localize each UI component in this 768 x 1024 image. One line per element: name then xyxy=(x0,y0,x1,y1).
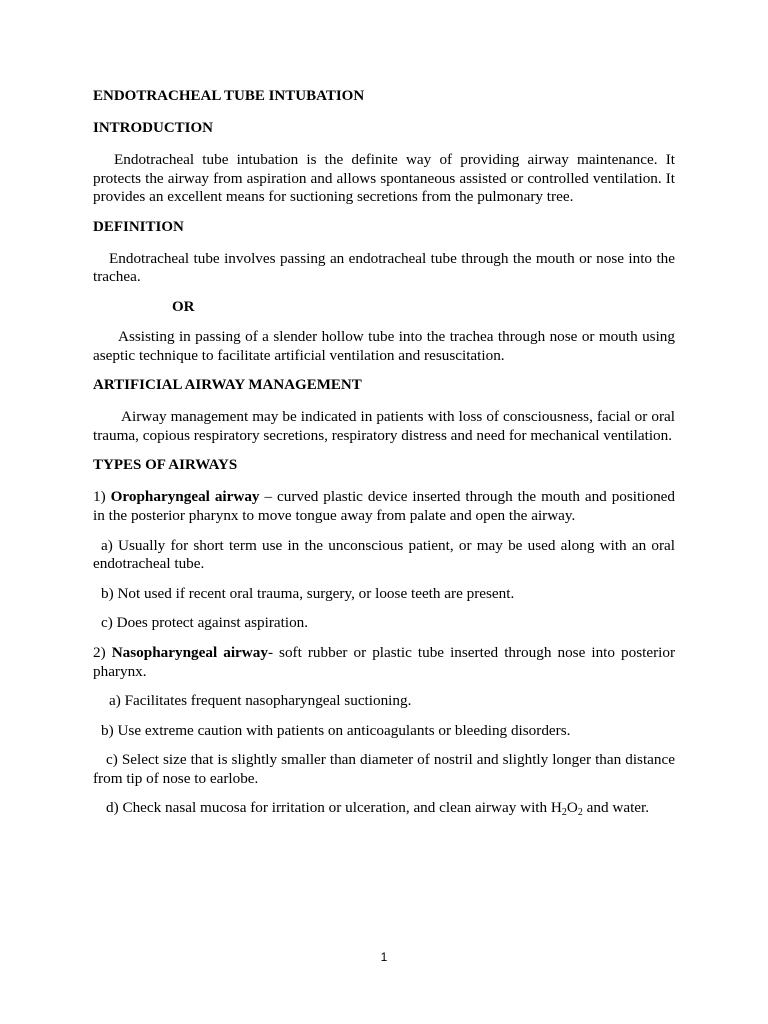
definition-text-2: Assisting in passing of a slender hollow tube into the trachea through nose or mouth using aseptic technique to facilitate artificial ventilation and resuscitation. xyxy=(93,327,675,364)
artificial-airway-text: Airway management may be indicated in patients with loss of consciousness, facial or oral trauma, copious respiratory secretions, respiratory distress and need for mechanical ventilation. xyxy=(93,408,675,444)
nasopharyngeal-d xyxy=(93,799,675,818)
oropharyngeal-term: Oropharyngeal airway xyxy=(110,488,260,506)
definition-heading: DEFINITION xyxy=(93,218,184,235)
subscript-2: 2 xyxy=(561,807,567,819)
document-title: ENDOTRACHEAL TUBE INTUBATION xyxy=(93,88,365,104)
oropharyngeal-item xyxy=(93,488,675,525)
oropharyngeal-b: b) Not used if recent oral trauma, surgery, or loose teeth are present. xyxy=(101,584,515,602)
oropharyngeal-c: c) Does protect against aspiration. xyxy=(101,614,309,632)
definition-or: OR xyxy=(172,298,195,315)
nasopharyngeal-a: a) Facilitates frequent nasopharyngeal suctioning. xyxy=(109,692,412,710)
nasopharyngeal-term: Nasopharyngeal airway xyxy=(111,643,268,661)
nasopharyngeal-d-o: O xyxy=(566,799,578,817)
nasopharyngeal-c: c) Select size that is slightly smaller than diameter of nostril and slightly longer than distance from tip of nose to earlobe. xyxy=(93,751,675,787)
nasopharyngeal-number: 2) xyxy=(93,643,106,661)
page-number: 1 xyxy=(380,950,388,964)
introduction-heading: INTRODUCTION xyxy=(93,120,214,136)
oropharyngeal-text: – curved plastic device inserted through the mouth and positioned in the posterior pharynx to move tongue away from palate and open the airway. xyxy=(93,488,675,524)
nasopharyngeal-text: - soft rubber or plastic tube inserted through nose into posterior pharynx. xyxy=(93,643,675,680)
nasopharyngeal-item xyxy=(93,644,675,681)
definition-text-1: Endotracheal tube involves passing an endotracheal tube through the mouth or nose into the trachea. xyxy=(93,249,675,286)
nasopharyngeal-d-text: d) Check nasal mucosa for irritation or ulceration, and clean airway with H xyxy=(106,799,562,817)
oropharyngeal-number: 1) xyxy=(93,488,106,506)
nasopharyngeal-b: b) Use extreme caution with patients on anticoagulants or bleeding disorders. xyxy=(101,721,571,739)
introduction-text: Endotracheal tube intubation is the definite way of providing airway maintenance. It protects the airway from aspiration and allows spontaneous assisted or controlled ventilation. It provides an excellent means for suctioning secretions from the pulmonary tree. xyxy=(93,151,675,206)
types-heading: TYPES OF AIRWAYS xyxy=(93,457,238,474)
artificial-airway-heading: ARTIFICIAL AIRWAY MANAGEMENT xyxy=(93,377,362,394)
subscript-2b: 2 xyxy=(577,807,583,819)
oropharyngeal-a: a) Usually for short term use in the unconscious patient, or may be used along with an oral endotracheal tube. xyxy=(93,536,675,573)
nasopharyngeal-d-after: and water. xyxy=(582,799,650,817)
document-page xyxy=(93,87,675,829)
